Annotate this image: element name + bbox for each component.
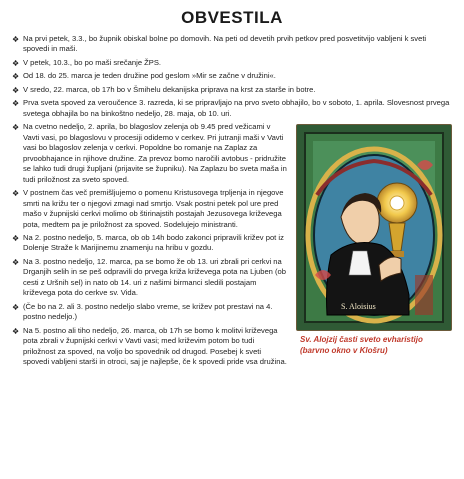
- bullet-icon: ❖: [12, 302, 20, 312]
- announcement-text: Na 2. postno nedeljo, 5. marca, ob ob 14h bodo zakonci pripravili križev pot iz Dolenje Straže k Marijinemu znamenju na hribu v gozdu.: [23, 232, 284, 253]
- announcement-item: [12, 188, 452, 230]
- announcement-text: Na prvi petek, 3.3., bo župnik obiskal bolne po domovih. Na peti od devetih prvih petkov pred posvetitvijo vabljeni k sveti spovedi in maši.: [23, 34, 427, 54]
- window-inscription: S. Aloisius: [341, 302, 376, 312]
- announcement-item: [12, 302, 452, 323]
- bullet-icon: ❖: [12, 58, 20, 68]
- announcement-text: Na 3. postno nedeljo, 12. marca, pa se bomo že ob 13. uri zbrali pri cerkvi na Drganjih selih in se peš odpravili do prvega križa križevega pota na Ljuben (ob cesti z Uršnih sel) in nato ob 14. uri z našimi birmanci sledili postajam križevega pota do cerkve sv. Vida.: [23, 256, 286, 298]
- announcement-item: [12, 98, 452, 119]
- announcement-text: V petek, 10.3., bo po maši srečanje ŽPS.: [23, 57, 162, 67]
- announcement-item: [12, 257, 452, 299]
- announcement-item: [12, 58, 452, 68]
- announcement-text: Na cvetno nedeljo, 2. aprila, bo blagoslov zelenja ob 9.45 pred vežicami v Vavti vasi, po blagoslovu v procesiji odidemo v cerkev. Pri jutranji maši v Vavti vasi bo blagoslov zelenja v cerkvi. Popoldne bo romanje na Zaplaz za prvoobhajance in njihove družine. Za prevoz bomo naročili avtobus - pridružite se lahko tudi drugi župljani (prijavite se župniku). Na Zaplazu bo sveta maša in tudi priložnost za sveto spoved.: [23, 122, 287, 184]
- announcement-item: [12, 326, 452, 368]
- announcement-text: Na 5. postno ali tiho nedeljo, 26. marca, ob 17h se bomo k molitvi križevega pota zbrali v župnijski cerkvi v Vavti vasi; med križevim potom bo tudi priložnost za spoved, na voljo bo spovednik od drugod. Posebej k sveti spovedi vabljeni starši in otroci, saj je najlepše, če k spovedi pride vsa družina.: [23, 325, 287, 367]
- announcement-text: Od 18. do 25. marca je teden družine pod geslom »Mir se začne v družini«.: [23, 71, 276, 81]
- bullet-icon: ❖: [12, 233, 20, 243]
- announcement-text: V sredo, 22. marca, ob 17h bo v Šmihelu dekanijska priprava na krst za starše in botre.: [23, 84, 316, 94]
- bullet-icon: ❖: [12, 326, 20, 336]
- announcement-item: [12, 85, 452, 95]
- figure-caption: Sv. Alojzij časti sveto evharistijo (barvno okno v Klošru): [300, 335, 423, 355]
- bullet-icon: ❖: [12, 123, 20, 133]
- announcement-item: [12, 122, 452, 185]
- bullet-icon: ❖: [12, 189, 20, 199]
- announcement-text: Prva sveta spoved za veroučence 3. razreda, ki se pripravljajo na prvo sveto obhajilo, bo v soboto, 1. aprila. Slovesnost prvega svetega obhajila bo na binkoštno nedeljo, 28. maja, ob 10. uri.: [23, 98, 450, 118]
- bullet-icon: ❖: [12, 85, 20, 95]
- announcement-item: [12, 34, 452, 55]
- announcement-text: (Če bo na 2. ali 3. postno nedeljo slabo vreme, se križev pot prestavi na 4. postno nedeljo.): [23, 301, 273, 322]
- bullet-icon: ❖: [12, 257, 20, 267]
- bullet-icon: ❖: [12, 99, 20, 109]
- page-title: OBVESTILA: [181, 8, 283, 27]
- bullet-icon: ❖: [12, 72, 20, 82]
- announcement-item: [12, 233, 452, 254]
- announcement-text: V postnem čas več premišljujemo o pomenu Kristusovega trpljenja in njegove smrti na križu ter o njegovi zmagi nad smrtjo. Vsak postni petek pol ure pred mašo v župnijski cerkvi molimo ob štirinajstih postajah Jezusovega križevega pota, medtem pa je priložnost za spoved. Sodelujejo ministranti.: [23, 188, 284, 229]
- announcement-item: [12, 71, 452, 81]
- bullet-icon: ❖: [12, 35, 20, 44]
